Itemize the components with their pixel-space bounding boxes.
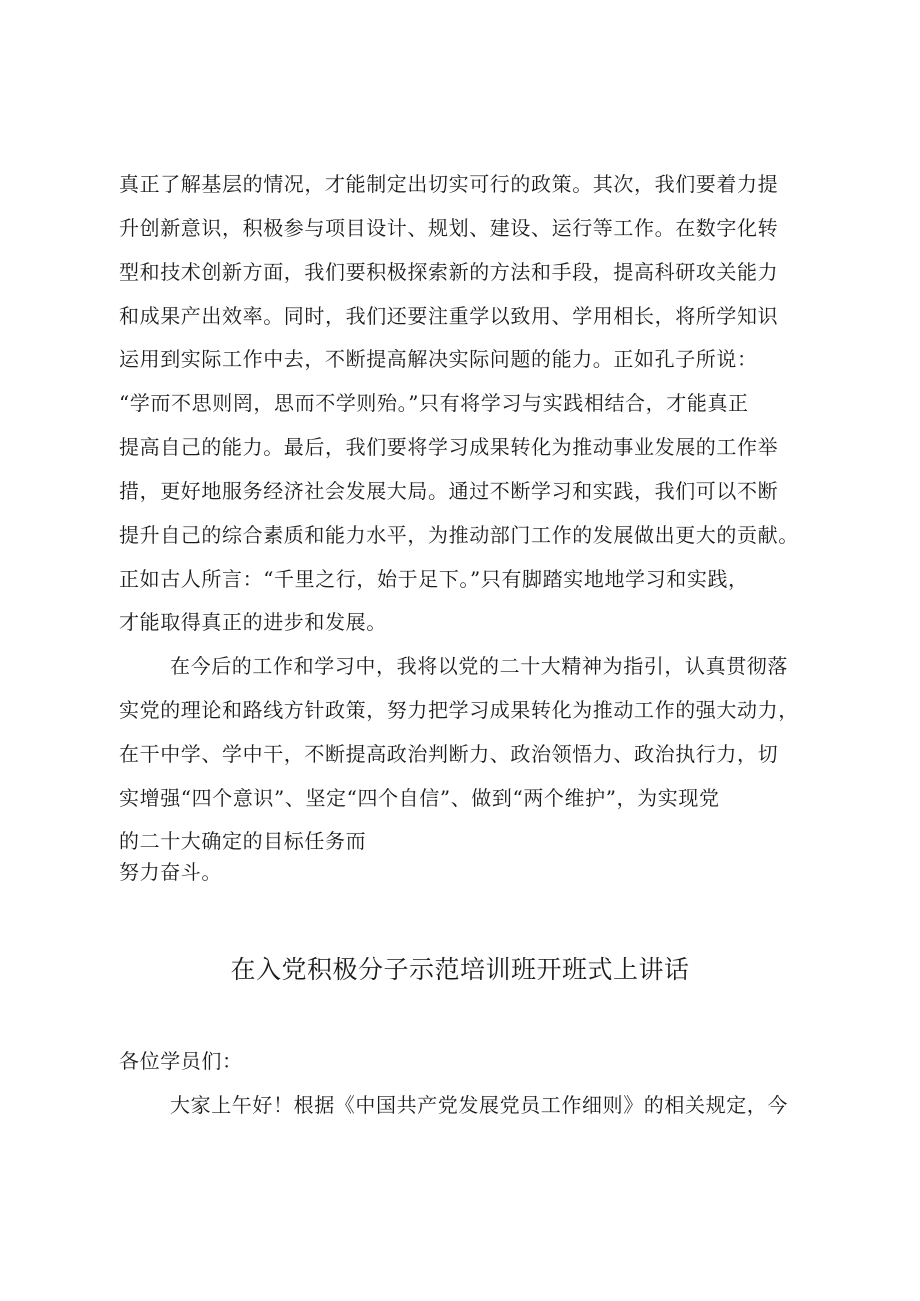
- paragraph-1-line-11: 才能取得真正的进步和发展。: [119, 610, 387, 634]
- paragraph-2-line-5: 的二十大确定的目标任务而: [119, 829, 367, 853]
- paragraph-2-line-6: 努力奋斗。: [119, 860, 222, 884]
- paragraph-2-line-3: 在干中学、学中干，不断提高政治判断力、政治领悟力、政治执行力，切: [119, 742, 779, 766]
- paragraph-1-line-3: 型和技术创新方面，我们要积极探索新的方法和手段，提高科研攻关能力: [119, 260, 779, 284]
- paragraph-2-line-2: 实党的理论和路线方针政策，努力把学习成果转化为推动工作的强大动力，: [119, 698, 799, 722]
- section-title: 在入党积极分子示范培训班开班式上讲话: [230, 955, 690, 984]
- paragraph-1-line-2: 升创新意识，积极参与项目设计、规划、建设、运行等工作。在数字化转: [119, 216, 779, 240]
- paragraph-1-line-9: 提升自己的综合素质和能力水平，为推动部门工作的发展做出更大的贡献。: [119, 523, 799, 547]
- paragraph-1-line-7: 提高自己的能力。最后，我们要将学习成果转化为推动事业发展的工作举: [119, 435, 779, 459]
- paragraph-1-line-5: 运用到实际工作中去，不断提高解决实际问题的能力。正如孔子所说：: [119, 347, 758, 371]
- paragraph-1-line-4: 和成果产出效率。同时，我们还要注重学以致用、学用相长，将所学知识: [119, 304, 779, 328]
- paragraph-2-line-1: 在今后的工作和学习中，我将以党的二十大精神为指引，认真贯彻落: [170, 654, 788, 678]
- salutation: 各位学员们：: [119, 1049, 243, 1073]
- paragraph-1-line-6: “学而不思则罔，思而不学则殆。”只有将学习与实践相结合，才能真正: [119, 391, 749, 415]
- paragraph-1-line-10: 正如古人所言：“千里之行，始于足下。”只有脚踏实地地学习和实践，: [119, 567, 749, 591]
- paragraph-1-line-1: 真正了解基层的情况，才能制定出切实可行的政策。其次，我们要着力提: [119, 172, 779, 196]
- paragraph-1-line-8: 措，更好地服务经济社会发展大局。通过不断学习和实践，我们可以不断: [119, 479, 779, 503]
- paragraph-2-line-4: 实增强“四个意识”、坚定“四个自信”、做到“两个维护”，为实现党: [119, 786, 720, 810]
- opening-line: 大家上午好！根据《中国共产党发展党员工作细则》的相关规定，今: [170, 1093, 788, 1117]
